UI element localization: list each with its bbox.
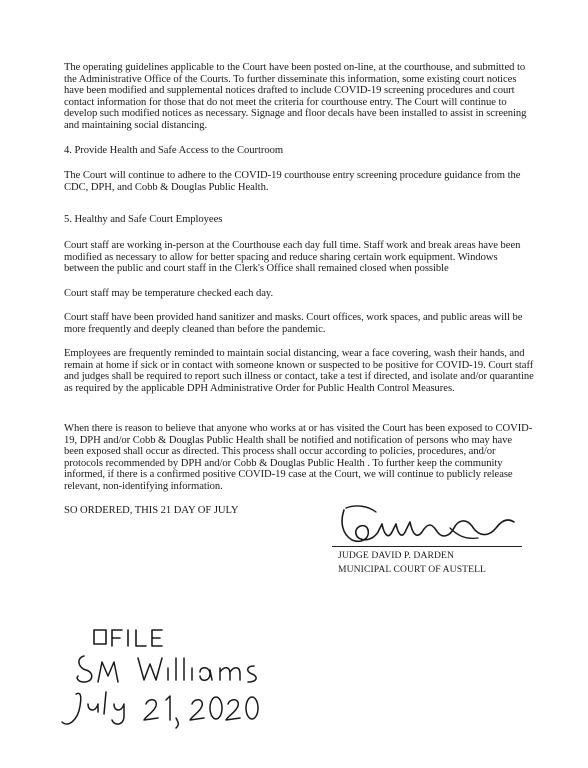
file-stamp-icon xyxy=(94,630,162,646)
exposure-notification-paragraph: When there is reason to believe that anyone who works at or has visited the Court has been exposed to COVID-19, DPH and/or Cobb & Douglas Public Health shall be notified and notification of persons who may have been exposed shall occur as directed. This process shall occur according to policies, procedures, and/or protocols recommended by DPH and/or Cobb & Douglas Public Health . To further keep the community informed, if there is a confirmed positive COVID-19 case at the Court, we will continue to publicly release relevant, non-identifying information. xyxy=(64,423,533,492)
staff-in-person-paragraph: Court staff are working in-person at the Courthouse each day full time. Staff work and break areas have been modified as necessary to allow for better spacing and reduce sharing certain work equipment. Windows between the public and court staff in the Clerk's Office shall remained closed when possible xyxy=(64,240,521,275)
court-name: MUNICIPAL COURT OF AUSTELL xyxy=(338,564,486,575)
filing-date-icon xyxy=(62,692,258,728)
filer-initials-icon xyxy=(77,656,256,682)
sanitizer-masks-paragraph: Court staff have been provided hand sanitizer and masks. Court offices, work spaces, and public areas will be more frequently and deeply cleaned than before the pandemic. xyxy=(64,312,523,335)
filing-stamp xyxy=(50,620,270,740)
so-ordered-line: SO ORDERED, THIS 21 DAY OF JULY xyxy=(64,505,239,516)
section-5-heading: 5. Healthy and Safe Court Employees xyxy=(64,214,223,225)
section-4-heading: 4. Provide Health and Safe Access to the Courtroom xyxy=(64,145,284,156)
judge-name: JUDGE DAVID P. DARDEN xyxy=(338,550,454,561)
temperature-check-paragraph: Court staff may be temperature checked each day. xyxy=(64,288,274,299)
social-distancing-paragraph: Employees are frequently reminded to maintain social distancing, wear a face covering, wash their hands, and remain at home if sick or in contact with someone known or suspected to be positive for COVID-19. Court staff and judges shall be required to report such illness or contact, take a test if directed, and isolate and/or quarantine as required by the applicable DPH Administrative Order for Public Health Control Measures. xyxy=(64,348,534,394)
signature-scribble-icon xyxy=(332,498,522,548)
operating-guidelines-paragraph: The operating guidelines applicable to the Court have been posted on-line, at the courthouse, and submitted to the Administrative Office of the Courts. To further disseminate this information, some existing court notices have been modified and supplemental notices drafted to include COVID-19 screening procedures and court contact information for those that do not meet the criteria for courthouse entry. The Court will continue to develop such modified notices as necessary. Signage and floor decals have been installed to assist in screening and maintaining social distancing. xyxy=(64,62,527,131)
signature-line xyxy=(332,546,522,547)
section-4-paragraph: The Court will continue to adhere to the COVID-19 courthouse entry screening procedure guidance from the CDC, DPH, and Cobb & Douglas Public Health. xyxy=(64,170,521,193)
